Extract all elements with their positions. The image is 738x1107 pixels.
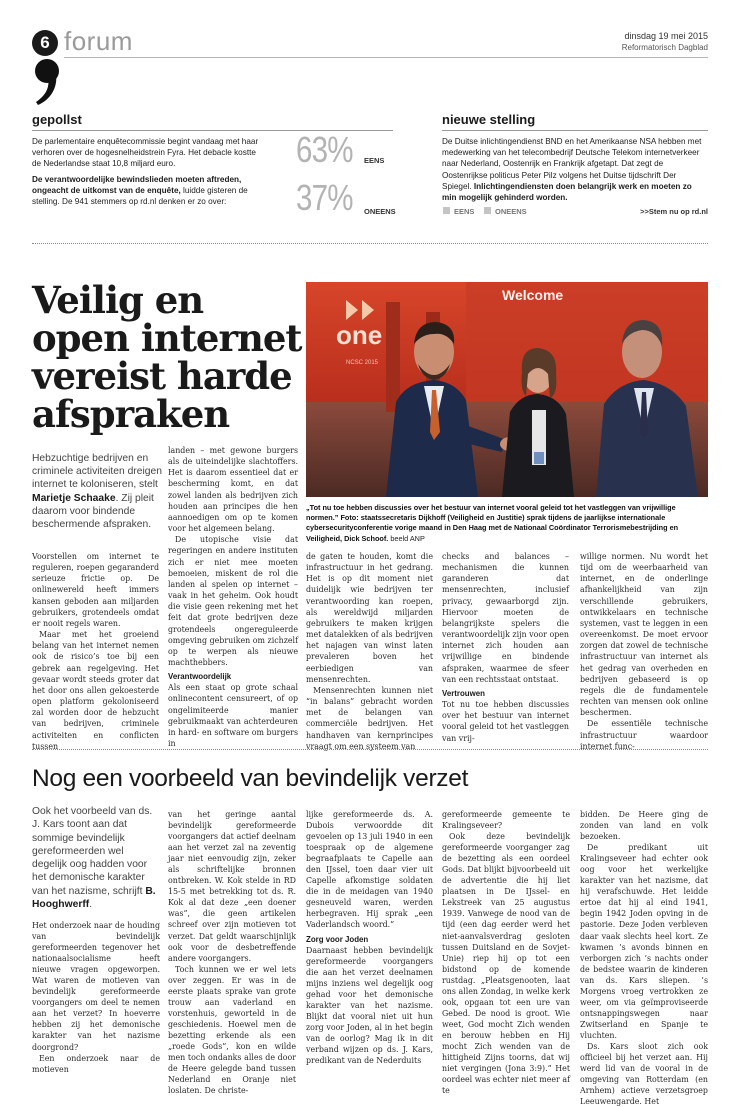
new-statement-body: De Duitse inlichtingendienst BND en het Amerikaanse NSA hebben met medewerking van het telecombedrijf Deutsche Telekom internetverkeer naar Nederland, Oostenrijk en Frankrijk afgetapt. Dat zegt de Oostenrijkse politicus Peter Pilz volgens het Duitse tijdschrift Der Spiegel. bbox=[442, 137, 702, 191]
article2-headline: Nog een voorbeeld van bevindelijk verzet bbox=[32, 765, 469, 792]
section-title: forum bbox=[64, 26, 133, 56]
poll-yes-label: EENS bbox=[364, 156, 385, 165]
paragraph: de gaten te houden, komt die infrastructuur in het gedrang. Het is op dit moment niet duidelijk wie bedrijven ter verantwoording kan roepen, als wereldwijd miljarden gebruikers te maken krijgen met datalekken of als bedrijven het najagen van winst laten prevaleren boven het eerbiedigen van mensenrechten. bbox=[306, 552, 433, 684]
poll-yes-percentage: 63% bbox=[296, 129, 353, 170]
poll-statement-rest: luidde gisteren de stelling. De 941 stemmers op rd.nl denken er zo over: bbox=[32, 186, 248, 207]
paragraph: Toch kunnen we er wel iets over zeggen. Er was in de eerste plaats sprake van grote trouw aan vaderland en vorstenhuis, geworteld in de geschiedenis. Hoewel men de bezetting erkende als een „roede Gods”, kon en wilde men toch ondanks alles de door de Heere gelegde band tussen Nederland en Oranje niet loslaten. De christe- bbox=[168, 964, 296, 1096]
article-intro bbox=[32, 452, 162, 531]
article2-column-4 bbox=[442, 809, 570, 1096]
intro2-author: B. Hooghwerff bbox=[32, 885, 156, 911]
paragraph: Een onderzoek naar de motieven bbox=[32, 1053, 160, 1074]
article-headline: Veilig en open internet vereist harde afspraken bbox=[32, 278, 302, 436]
article-column-5 bbox=[580, 551, 708, 752]
comma-logo-icon bbox=[32, 58, 62, 106]
photo-sign-one: one bbox=[336, 320, 383, 350]
paragraph: Daarnaast hebben bevindelijk gereformeerde voorgangers die aan het verzet deelnamen mijns inziens wel degelijk oog gehad voor het demonische karakter van het nazisme. Blijkt dat vooral niet uit hun zorg voor Joden, al in het begin van de oorlog? Mag ik in dit verband wijzen op ds. J. Kars, predikant van de Nederduits bbox=[306, 945, 433, 1066]
article-column-4 bbox=[442, 551, 569, 744]
legend-yes-label: EENS bbox=[454, 207, 475, 216]
paragraph: Voorstellen om internet te reguleren, roepen gegaranderd serieuze frictie op. De onlinewereld heeft immers kansen geboden aan miljarden gebruikers, grotendeels omdat er nooit regels waren. bbox=[32, 552, 159, 628]
intro2-end: . bbox=[89, 899, 93, 911]
paragraph: landen – met gewone burgers als de uiteindelijke slachtoffers. Het is daarom essentieel dat er bescherming komt, en dat zowel landen als bedrijven zich houden aan principes die hen aannoedigen om op te komen voor het algemeen belang. bbox=[168, 446, 298, 534]
subheading: Vertrouwen bbox=[442, 688, 485, 698]
paragraph: Als een staat op grote schaal onlinecontent censureert, of op ongelimiteerde manier gebruikmaakt van achterdeuren in hard- en software om burgers in bbox=[168, 683, 298, 749]
subheading: Zorg voor Joden bbox=[306, 934, 369, 944]
poll-no-label: ONEENS bbox=[364, 207, 396, 216]
paragraph: De predikant uit Kralingseveer had echter ook oog voor het werkelijke karakter van het nazisme, dat hij verafschuwde. Het leidde ertoe dat hij al eind 1941, begin 1942 Joden opving in de pastorie. Deze Joden verbleven daar vaak slechts heel kort. Ze kwamen ’s avonds binnen en verborgen zich ’s nachts onder de bedstee waarin de kinderen van ds. Kars sliepen. ’s Morgens vroeg vertrokken ze weer, om via geïmproviseerde ontsnappingswegen naar Zwitserland en Spanje te vluchten. bbox=[580, 843, 708, 1040]
article-photo bbox=[306, 282, 708, 497]
section-divider bbox=[32, 243, 708, 244]
photo-sign-welcome: Welcome bbox=[502, 287, 564, 303]
header-paper-name: Reformatorisch Dagblad bbox=[621, 43, 708, 52]
article2-column-3 bbox=[306, 809, 433, 1066]
intro-author: Marietje Schaake bbox=[32, 492, 116, 504]
legend-no-label: ONEENS bbox=[495, 207, 527, 216]
caption-credit: beeld ANP bbox=[388, 533, 425, 543]
paragraph: van het geringe aantal bevindelijk gereformeerde voorgangers dat actief deelnam aan het verzet zal na zeventig jaar niet eenvoudig zijn, zeker als schriftelijke bronnen ontbreken. W. Kok stelde in RD 15-5 met betrekking tot ds. R. Kok al dat deze „een doener was”, die geen artikelen schreef over zijn motieven tot verzet. Dat geldt waarschijnlijk ook voor de desbetreffende andere voorgangers. bbox=[168, 810, 296, 963]
intro2-text: Ook het voorbeeld van ds. J. Kars toont aan dat sommige bevindelijk gereformeerden wel degelijk oog hadden voor het demonische karakter van het nazisme, schrijft bbox=[32, 806, 153, 897]
paragraph: Ds. Kars sloot zich ook officieel bij het verzet aan. Hij werd lid van de vooral in de omgeving van Rotterdam (en Arnhem) actieve verzetsgroep Leeuwengarde. Het bbox=[580, 1041, 708, 1107]
paragraph: De utopische visie dat regeringen en andere instituten zich er niet mee moeten bemoeien, miskent de rol die landen al spelen op internet – vaak in het geheim. Ook houdt die visie geen rekening met het feit dat grote bedrijven deze grotendeels ongereguleerde omgeving gebruiken om zichzelf op te werpen als nieuwe machthebbers. bbox=[168, 535, 298, 667]
paragraph: De essentiële technische infrastructuur waardoor internet func- bbox=[580, 719, 708, 751]
vote-link[interactable]: >>Stem nu op rd.nl bbox=[640, 207, 708, 216]
header-divider bbox=[64, 57, 708, 58]
poll-intro-text: De parlementaire enquêtecommissie begint vandaag met haar verhoren over de hogesnelheidstrein Fyra. Het debacle kostte de Nederlandse staat 10,8 miljard euro. bbox=[32, 137, 259, 169]
new-statement-divider bbox=[442, 130, 708, 131]
page-number-badge: 6 bbox=[32, 30, 58, 56]
new-statement-bold: Inlichtingendiensten doen belangrijk werk en moeten zo min mogelijk gehinderd worden. bbox=[442, 181, 692, 203]
photo-sign-ncsc: NCSC 2015 bbox=[346, 360, 379, 366]
caption-text: Foto: staatssecretaris Dijkhoff (Veiligheid en Justitie) sprak tijdens de jaarlijkse internationale cybersecurityconferentie vorige maand in Den Haag met de Nationaal Coördinator Terrorismebestrijding en Veiligheid, Dick Schoof. bbox=[306, 513, 679, 543]
article2-column-2 bbox=[168, 809, 296, 1096]
article2-column-1 bbox=[32, 920, 160, 1075]
new-statement-text bbox=[442, 136, 708, 203]
poll-statement-bold: De verantwoordelijke bewindslieden moeten aftreden, ongeacht de uitkomst van de enquête, bbox=[32, 175, 242, 196]
poll-title: gepollst bbox=[32, 112, 82, 127]
paragraph: gereformeerde gemeente te Kralingseveer? bbox=[442, 810, 570, 831]
paragraph: Maar met het groeiend belang van het internet nemen ook de risico’s toe bij een gebrek aan regelgeving. Het gevaar wordt steeds groter dat het door ons allen gekoesterde open platform gekoloniseerd zal worden door de hebzucht van bedrijven, criminele activiteiten en conflicten tussen bbox=[32, 630, 159, 751]
article-column-3 bbox=[306, 551, 433, 752]
paragraph: Het onderzoek naar de houding van bevindelijk gereformeerden tegenover het nationaalsocialisme heeft nieuwe vragen opgeworpen. Wat waren de motieven van bevindelijk gereformeerde voorgangers om deel te nemen aan het verzet? In hoeverre hebben zij het demonische karakter van het nazisme doorgrond? bbox=[32, 921, 160, 1052]
paragraph: Tot nu toe hebben discussies over het bestuur van internet vooral geleid tot het vastleggen van vrij- bbox=[442, 700, 569, 743]
header-date: dinsdag 19 mei 2015 bbox=[624, 31, 708, 41]
article-column-2 bbox=[168, 445, 298, 749]
new-statement-title: nieuwe stelling bbox=[442, 112, 536, 127]
section-divider bbox=[32, 749, 708, 750]
paragraph: Mensenrechten kunnen niet “in balans” gebracht worden met de belangen van commerciële bedrijven. Het handhaven van kernprincipes vraagt om een systeem van bbox=[306, 685, 433, 751]
caption-quote: „Tot nu toe hebben discussies over het bestuur van internet vooral geleid tot het vastleggen van vrijwillige normen.” bbox=[306, 503, 676, 523]
intro-end: . Zij pleit daarom voor bindende beschermende afspraken. bbox=[32, 492, 154, 531]
article-column-1 bbox=[32, 551, 159, 752]
poll-statement bbox=[32, 174, 262, 208]
intro-text: Hebzuchtige bedrijven en criminele activiteiten dreigen internet te koloniseren, stelt bbox=[32, 453, 162, 491]
photo-caption bbox=[306, 503, 708, 544]
article2-column-5 bbox=[580, 809, 708, 1107]
paragraph: Ook deze bevindelijk gereformeerde voorganger zag de bezetting als een oordeel Gods. Dat blijkt bijvoorbeeld uit de advertentie die hij liet plaatsen in De IJssel- en Lekstreek van 25 augustus 1939. Vanwege de nood van de tijd (een dag eerder werd het niet-aanvalsverdrag gesloten tussen Duitsland en de Sovjet-Unie) riep hij op tot een bidstond op de komende rustdag. „Pleatsgenooten, laat ons allen Zondag, in welke kerk ook, opgaan tot een ure van Gebed. De nood is groot. Wie weet, God mocht Zich wenden en berouw hebben en Hij mocht Zich wenden van de hittigheid Zijns toorns, dat wij niet vergingen (Jona 3:9).” Het oordeel was echter niet meer af te bbox=[442, 832, 570, 1096]
legend-yes-swatch bbox=[443, 207, 450, 214]
poll-no-percentage: 37% bbox=[296, 177, 353, 218]
subheading: Verantwoordelijk bbox=[168, 672, 232, 682]
legend-no-swatch bbox=[484, 207, 491, 214]
paragraph: willige normen. Nu wordt het tijd om de weerbaarheid van internet, en de onderlinge afhankelijkheid van zijn verschillende gebruikers, ontwikkelaars en technische systemen, vast te leggen in een overeenkomst. De moet ervoor zorgen dat zowel de technische infrastructuur van internet als het gedrag van overheden en bedrijven gebaseerd is op regels die de fundamentele rechten van mensen ook online beschermen. bbox=[580, 552, 708, 718]
paragraph: checks and balances – mechanismen die kunnen garanderen dat mensenrechten, inclusief privacy, gewaarborgd zijn. Hiervoor moeten de belangrijkste spelers die verantwoordelijk zijn voor open internet zich houden aan vrijwillige en bindende afspraken, waarmee de sfeer van een rechtsstaat ontstaat. bbox=[442, 552, 569, 684]
article2-intro bbox=[32, 805, 160, 911]
paragraph: lijke gereformeerde ds. A. Dubois verwoordde dit gevoelen op 13 juli 1940 in een toespraak op de algemene begraafplaats te Capelle aan den IJssel, toen daar vier uit Capelle afkomstige soldaten die in de meidagen van 1940 gesneuveld waren, werden herbegraven. Hij sprak „een Vaderlandsch woord.” bbox=[306, 810, 433, 930]
paragraph: bidden. De Heere ging de zonden van land en volk bezoeken. bbox=[580, 810, 708, 842]
